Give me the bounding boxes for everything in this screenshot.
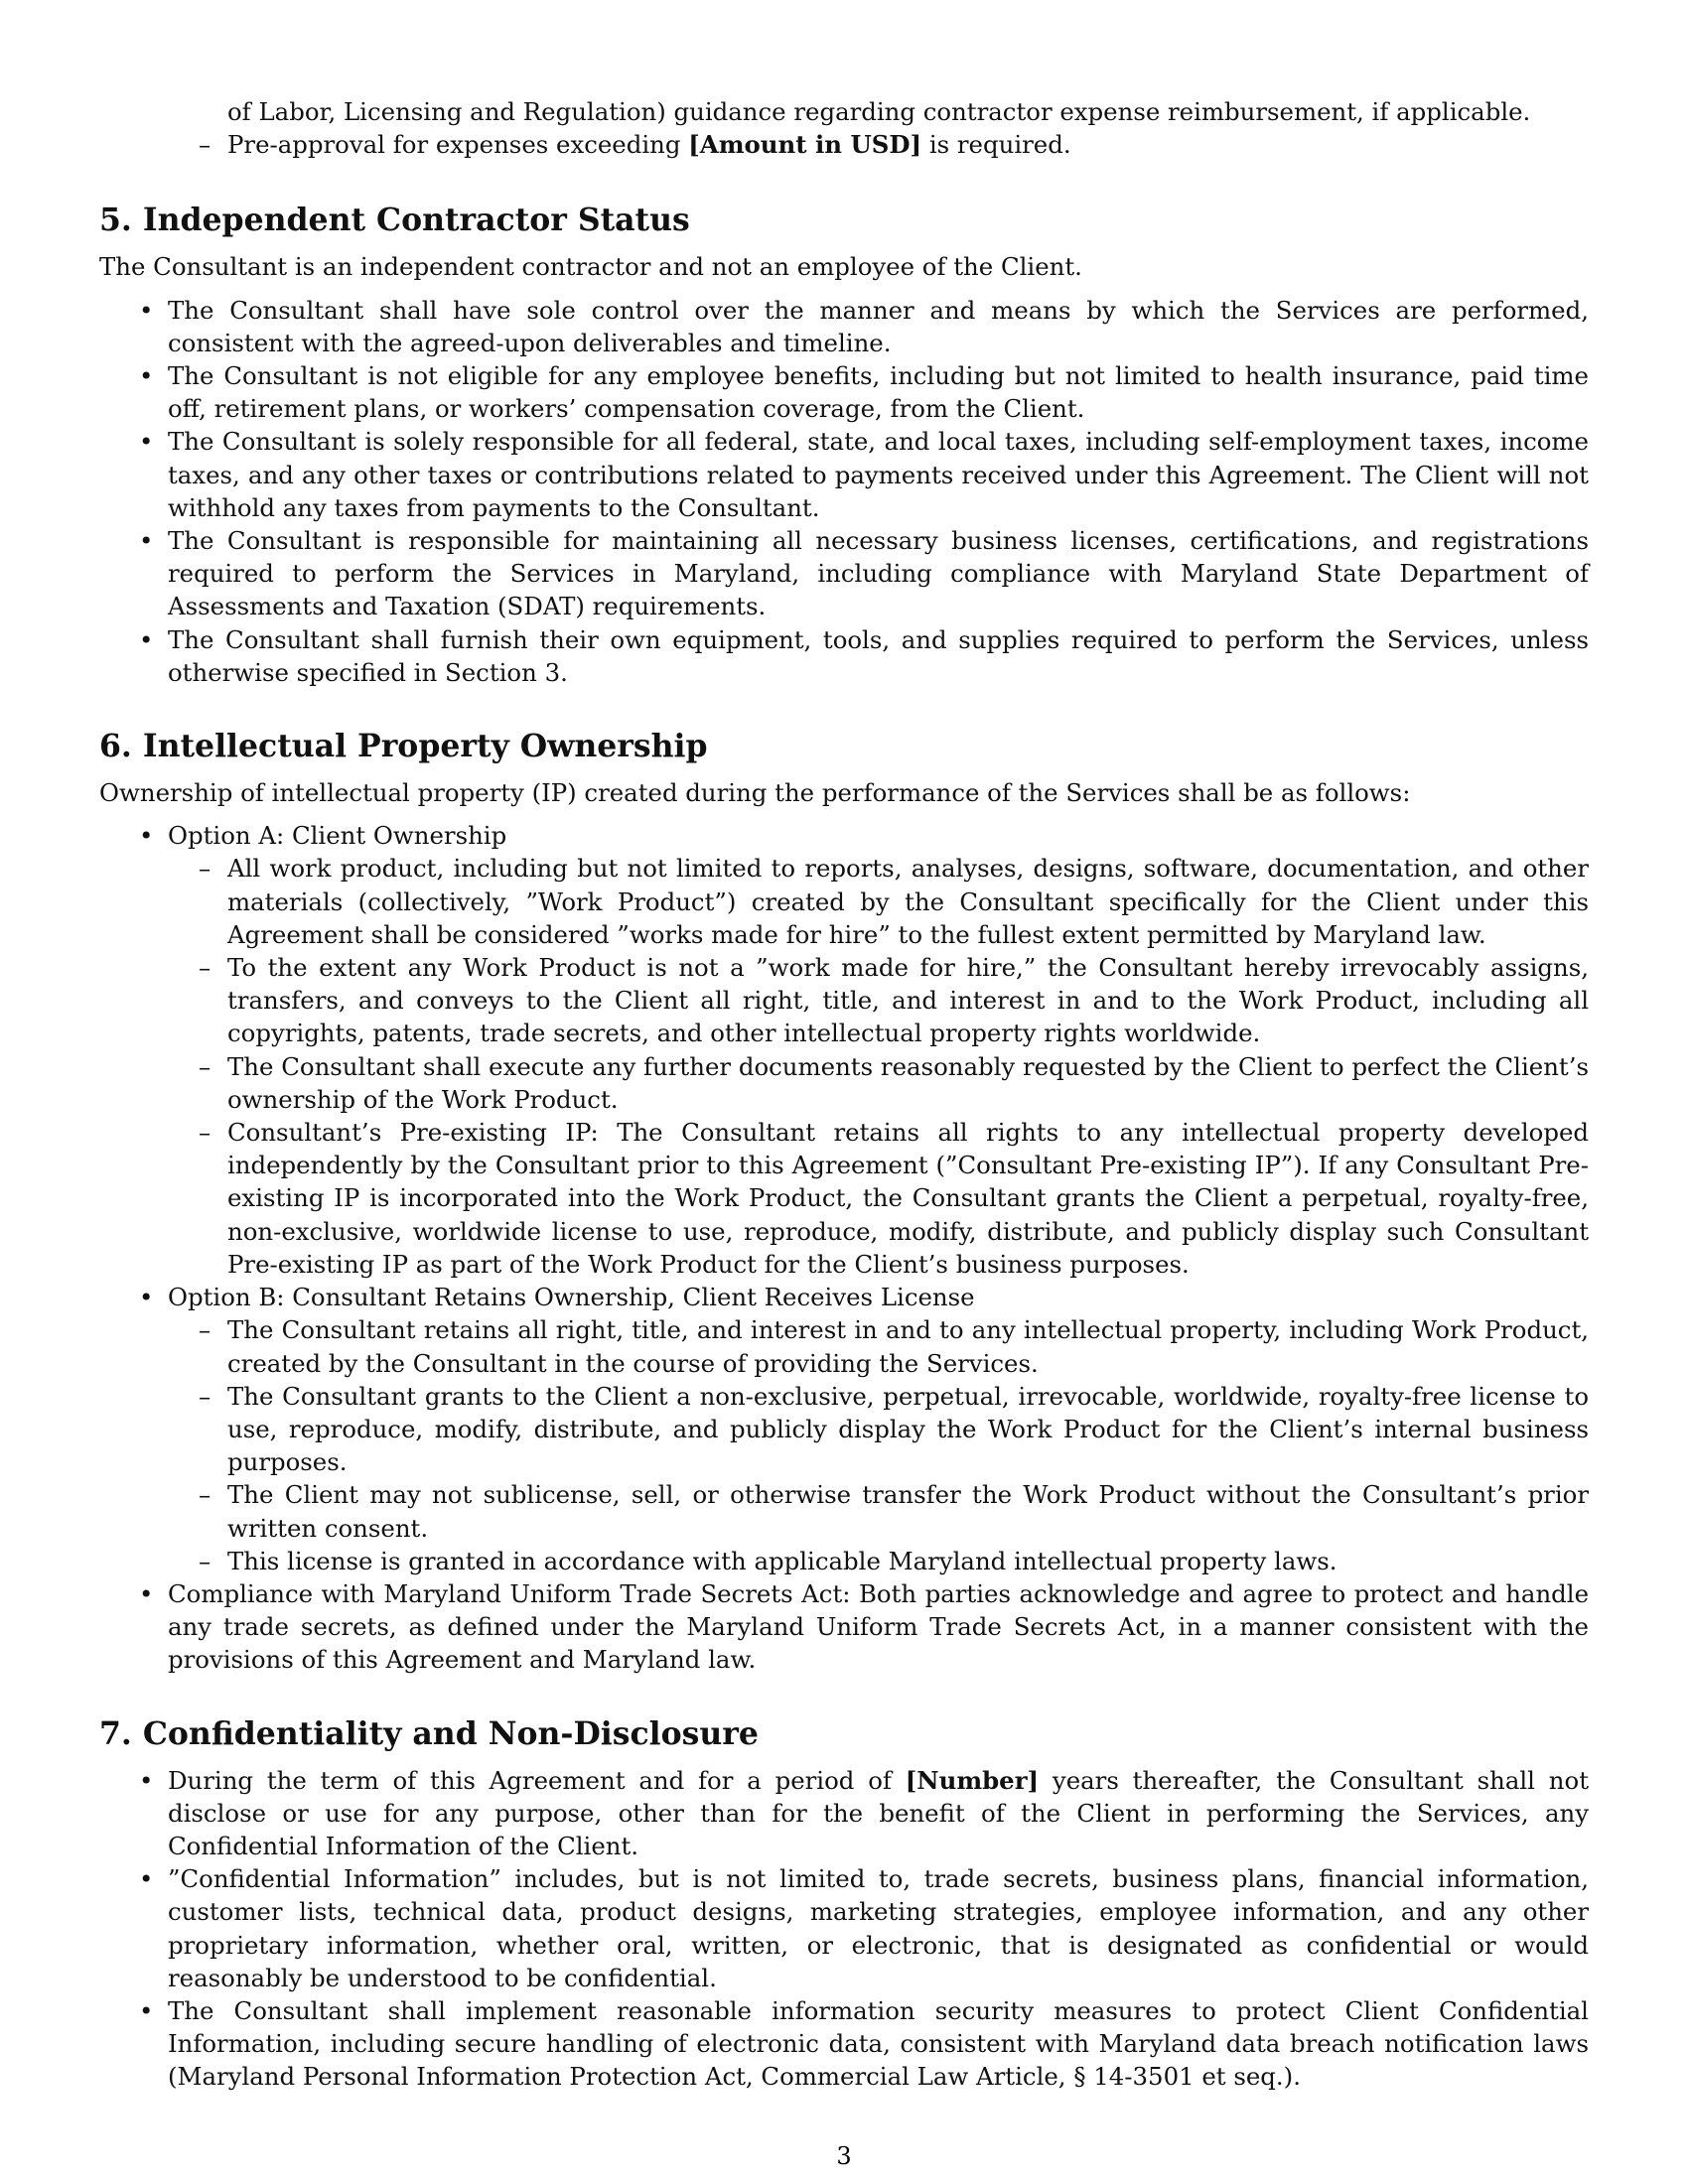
section-7-title: 7. Confidentiality and Non-Disclosure [99, 1714, 759, 1752]
list-item: – The Client may not sublicense, sell, or otherwise transfer the Work Product without the Consultant’s prior written consent. [168, 1478, 1589, 1544]
section-5-intro: The Consultant is an independent contractor and not an employee of the Client. [99, 252, 1082, 282]
list-item: • The Consultant is solely responsible for all federal, state, and local taxes, including self-employment taxes, income taxes, and any other taxes or contributions related to payments received under this Agreement. The Client will not withhold any taxes from payments to the Consultant. [99, 425, 1589, 524]
list-item: • The Consultant shall have sole control over the manner and means by which the Services are performed, consistent with the agreed-upon deliverables and timeline. [99, 294, 1589, 359]
list-item: • The Consultant is responsible for maintaining all necessary business licenses, certifications, and registrations required to perform the Services in Maryland, including compliance with Maryland State Department of Assessments and Taxation (SDAT) requirements. [99, 524, 1589, 623]
list-item: • ”Confidential Information” includes, but is not limited to, trade secrets, business plans, financial information, customer lists, technical data, product designs, marketing strategies, employee information, and any other proprietary information, whether oral, written, or electronic, that is designated as confidential or would reasonably be understood to be confidential. [99, 1862, 1589, 1994]
section-6-title: 6. Intellectual Property Ownership [99, 728, 708, 765]
section-6-intro: Ownership of intellectual property (IP) created during the performance of the Services shall be as follows: [99, 778, 1411, 808]
list-item: • The Consultant shall implement reasonable information security measures to protect Client Confidential Information, including secure handling of electronic data, consistent with Maryland data breach notification laws (Maryland Personal Information Protection Act, Commercial Law Article, § 14-3501 et seq.). [99, 1994, 1589, 2094]
document-page [99, 95, 1589, 2094]
continuation-list [99, 95, 1589, 161]
item-text: During the term of this Agreement and for a period of [168, 1765, 906, 1795]
list-item: – This license is granted in accordance with applicable Maryland intellectual property laws. [168, 1545, 1589, 1577]
continuation-line [99, 95, 1589, 128]
section-5-list [99, 294, 1589, 689]
number-placeholder: [Number] [905, 1765, 1040, 1795]
list-item: • The Consultant shall furnish their own equipment, tools, and supplies required to perform the Services, unless otherwise specified in Section 3. [99, 623, 1589, 689]
continuation-text: of Labor, Licensing and Regulation) guidance regarding contractor expense reimbursement, if applicable. [227, 97, 1531, 126]
option-b-item [99, 1281, 1589, 1577]
list-item: – All work product, including but not limited to reports, analyses, designs, software, documentation, and other materials (collectively, ”Work Product”) created by the Consultant specifically for the Client under this Agreement shall be considered ”works made for hire” to the fullest extent permitted by Maryland law. [168, 852, 1589, 951]
list-item: – The Consultant grants to the Client a non-exclusive, perpetual, irrevocable, worldwide, royalty-free license to use, reproduce, modify, distribute, and publicly display the Work Product for the Client’s internal business purposes. [168, 1380, 1589, 1479]
list-item: – To the extent any Work Product is not a ”work made for hire,” the Consultant hereby irrevocably assigns, transfers, and conveys to the Client all right, title, and interest in and to the Work Product, including all copyrights, patents, trade secrets, and other intellectual property rights worldwide. [168, 951, 1589, 1050]
item-text-end: years thereafter, the Consultant shall not disclose or use for any purpose, other than for the benefit of the Client in performing the Services, any Confidential Information of the Client. [168, 1765, 1589, 1860]
preapproval-item [99, 128, 1589, 161]
list-item: – The Consultant retains all right, title, and interest in and to any intellectual property, including Work Product, created by the Consultant in the course of providing the Services. [168, 1313, 1589, 1379]
list-item: – The Consultant shall execute any further documents reasonably requested by the Client to perfect the Client’s ownership of the Work Product. [168, 1050, 1589, 1116]
list-item [99, 1764, 1589, 1863]
section-6-list [99, 819, 1589, 1676]
preapproval-text: Pre-approval for expenses exceeding [227, 130, 689, 160]
preapproval-text-end: is required. [921, 130, 1071, 160]
option-a-item [99, 819, 1589, 1281]
list-item: – Consultant’s Pre-existing IP: The Consultant retains all rights to any intellectual property developed independently by the Consultant prior to this Agreement (”Consultant Pre-existing IP”). If any Consultant Pre-existing IP is incorporated into the Work Product, the Consultant grants the Client a perpetual, royalty-free, non-exclusive, worldwide license to use, reproduce, modify, distribute, and publicly display such Consultant Pre-existing IP as part of the Work Product for the Client’s business purposes. [168, 1116, 1589, 1281]
section-5-title: 5. Independent Contractor Status [99, 202, 690, 239]
option-b-label: Option B: Consultant Retains Ownership, Client Receives License [168, 1283, 975, 1312]
list-item: • The Consultant is not eligible for any employee benefits, including but not limited to health insurance, paid time off, retirement plans, or workers’ compensation coverage, from the Client. [99, 359, 1589, 425]
section-7-list [99, 1764, 1589, 2094]
page-number: 3 [836, 2142, 852, 2170]
option-a-label: Option A: Client Ownership [168, 821, 507, 851]
option-a-list [168, 852, 1589, 1281]
option-b-list [168, 1313, 1589, 1577]
amount-placeholder: [Amount in USD] [688, 130, 922, 160]
trade-secrets-item: • Compliance with Maryland Uniform Trade Secrets Act: Both parties acknowledge and agree to protect and handle any trade secrets, as defined under the Maryland Uniform Trade Secrets Act, in a manner consistent with the provisions of this Agreement and Maryland law. [99, 1577, 1589, 1677]
